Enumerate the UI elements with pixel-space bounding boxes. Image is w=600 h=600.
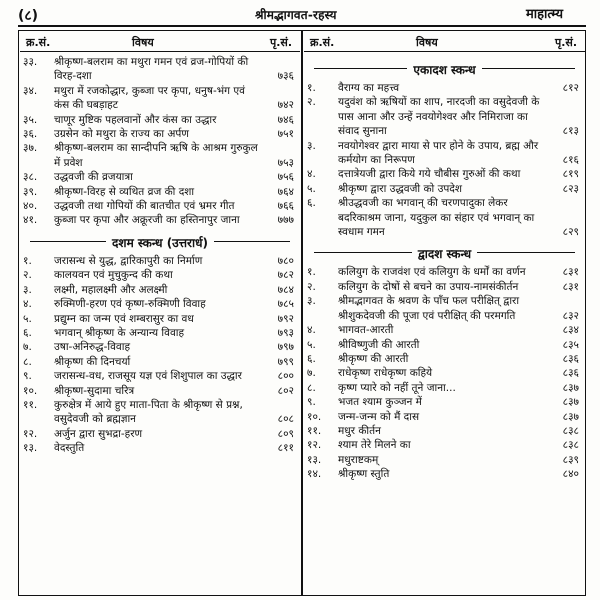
entry-title: उग्रसेन को मथुरा के राज्य का अर्पण xyxy=(54,128,189,141)
entry-title: नवयोगेश्वर द्वारा माया से पार होने के उपाय, ब्रह्म और कर्मयोग का निरूपण xyxy=(338,139,539,167)
entry-page: ७९७ xyxy=(277,341,294,354)
right-column-header xyxy=(304,30,585,52)
entry-number: ४०. xyxy=(23,200,38,213)
entry-title: राधेकृष्ण राधेकृष्ण कहिये xyxy=(338,367,433,380)
entry-page: ८११ xyxy=(277,442,294,455)
contents-entry xyxy=(304,424,585,438)
contents-entry xyxy=(20,384,300,398)
entry-title: मधुराष्टकम् xyxy=(338,453,379,466)
left-column-header xyxy=(20,30,300,52)
entry-page: ८१३ xyxy=(562,125,579,138)
running-title: श्रीमद्भागवत-रहस्य xyxy=(255,8,337,22)
entry-number: ३७. xyxy=(23,142,38,155)
right-list xyxy=(304,52,585,482)
entry-title: श्रीविष्णुजी की आरती xyxy=(338,338,420,351)
left-column xyxy=(20,30,300,596)
entry-number: ३४. xyxy=(23,84,38,97)
entry-number: १. xyxy=(307,82,316,94)
entry-title: लक्ष्मी, महालक्ष्मी और अलक्ष्मी xyxy=(54,283,168,296)
right-entries-eleventh xyxy=(304,81,585,239)
entry-title: चाणूर मुष्टिक पहलवानों और कंस का उद्धार xyxy=(54,113,217,126)
entry-page: ८०८ xyxy=(277,413,294,426)
entry-number: ३. xyxy=(23,283,32,296)
entry-number: ४. xyxy=(307,168,316,181)
entry-title: श्रीकृष्ण स्तुति xyxy=(338,468,390,481)
contents-entry xyxy=(20,254,300,268)
contents-entry xyxy=(20,268,300,282)
section-tag: माहात्म्य xyxy=(526,7,564,22)
entry-number: २. xyxy=(23,269,32,282)
entry-title: अर्जुन द्वारा सुभद्रा-हरण xyxy=(54,427,143,440)
entry-page: ८०० xyxy=(277,370,294,383)
entry-page: ८३८ xyxy=(562,424,579,437)
contents-entry xyxy=(304,410,585,424)
entry-number: ६. xyxy=(307,352,316,365)
entry-page: ८४० xyxy=(562,468,579,481)
entry-page: ८३४ xyxy=(562,324,579,337)
contents-entry xyxy=(304,366,585,380)
entry-number: १०. xyxy=(307,410,322,423)
entry-number: २. xyxy=(307,280,316,293)
contents-entry xyxy=(20,199,300,213)
entry-page: ८३९ xyxy=(562,453,579,466)
contents-entry xyxy=(20,113,300,127)
entry-title: भजत श्याम कुञ्जन में xyxy=(338,396,422,409)
left-list xyxy=(20,52,300,456)
entry-number: ३३. xyxy=(23,56,38,68)
contents-entry xyxy=(20,312,300,326)
entry-title: श्रीकृष्ण की दिनचर्या xyxy=(54,355,131,368)
entry-number: ८. xyxy=(23,355,32,368)
entry-number: ८. xyxy=(307,381,316,394)
contents-entry xyxy=(20,355,300,369)
entry-title: कुब्जा पर कृपा और अक्रूरजी का हस्तिनापुर जाना xyxy=(54,214,240,227)
entry-number: १३. xyxy=(23,442,38,455)
section-heading-twelfth xyxy=(304,239,585,265)
page-number: (८) xyxy=(18,8,39,24)
contents-entry xyxy=(20,185,300,199)
entry-page: ७५१ xyxy=(277,128,294,141)
entry-title: कलियुग के दोषों से बचने का उपाय-नामसंकीर्तन xyxy=(338,280,519,293)
contents-entry xyxy=(304,265,585,279)
left-entries-tenth-first xyxy=(20,55,300,228)
contents-entry xyxy=(304,167,585,181)
entry-page: ८३७ xyxy=(562,381,579,394)
entry-number: ५. xyxy=(307,338,316,351)
entry-title: यदुवंश को ऋषियों का शाप, नारदजी का वसुदेवजी के पास आना और उन्हें नवयोगेश्वर और निमिराजा का संवाद सुनाना xyxy=(338,96,540,138)
entry-title: उद्धवजी की व्रजयात्रा xyxy=(54,171,133,184)
entry-page: ८१२ xyxy=(562,82,579,94)
entry-number: ४१. xyxy=(23,214,38,227)
entry-number: १. xyxy=(307,266,316,279)
section-title: दशम स्कन्ध (उत्तरार्ध) xyxy=(106,236,214,250)
entry-page: ७९३ xyxy=(277,326,294,339)
entry-number: ९. xyxy=(23,370,32,383)
contents-entry xyxy=(304,294,585,323)
entry-number: ५. xyxy=(23,312,32,325)
entry-number: ११. xyxy=(307,424,322,437)
entry-title: श्याम तेरे मिलने का xyxy=(338,439,411,452)
contents-entry xyxy=(20,283,300,297)
column-divider xyxy=(301,30,303,596)
entry-page: ८०९ xyxy=(277,427,294,440)
contents-entry xyxy=(20,326,300,340)
contents-entry xyxy=(20,127,300,141)
entry-title: रुक्मिणी-हरण एवं कृष्ण-रुक्मिणी विवाह xyxy=(54,298,206,311)
contents-entry xyxy=(20,427,300,441)
entry-page: ७५३ xyxy=(277,156,294,169)
entry-title: उद्धवजी तथा गोपियों की बातचीत एवं भ्रमर गीत xyxy=(54,200,235,213)
entry-title: मधुर कीर्तन xyxy=(338,424,381,437)
entry-number: १०. xyxy=(23,384,38,397)
entry-number: २. xyxy=(307,96,316,109)
contents-entry xyxy=(20,213,300,227)
entry-title: कलियुग के राजवंश एवं कलियुग के धर्मों का वर्णन xyxy=(338,266,526,279)
entry-title: कृष्ण प्यारे को नहीं तूने जाना... xyxy=(338,381,456,394)
entry-page: ७५६ xyxy=(277,171,294,184)
contents-entry xyxy=(304,81,585,95)
contents-entry xyxy=(304,352,585,366)
entry-number: १४. xyxy=(307,468,322,481)
contents-entry xyxy=(304,395,585,409)
entry-page: ८३२ xyxy=(562,309,579,322)
entry-number: ६. xyxy=(23,326,32,339)
left-entries-tenth-latter xyxy=(20,254,300,456)
contents-entry xyxy=(304,182,585,196)
header-page-label: पृ.सं. xyxy=(269,36,292,49)
right-column xyxy=(304,30,585,596)
contents-entry xyxy=(20,340,300,354)
entry-title: दत्तात्रेयजी द्वारा किये गये चौबीस गुरुओं की कथा xyxy=(338,168,521,181)
entry-page: ८१९ xyxy=(562,168,579,181)
contents-entry xyxy=(304,381,585,395)
contents-entry xyxy=(304,323,585,337)
entry-title: उषा-अनिरुद्ध-विवाह xyxy=(54,341,131,354)
entry-number: ११. xyxy=(23,398,38,411)
contents-entry xyxy=(20,369,300,383)
entry-title: भागवत-आरती xyxy=(338,324,394,337)
entry-number: ७. xyxy=(23,341,32,354)
entry-page: ७६४ xyxy=(277,185,294,198)
entry-number: ३६. xyxy=(23,128,38,141)
entry-number: १. xyxy=(23,254,32,267)
entry-page: ७६६ xyxy=(277,200,294,213)
entry-page: ७९९ xyxy=(277,355,294,368)
header-rule xyxy=(18,25,586,27)
contents-entry xyxy=(304,338,585,352)
entry-title: प्रद्युम्न का जन्म एवं शम्बरासुर का वध xyxy=(54,312,194,325)
header-serial-label: क्र.सं. xyxy=(26,36,51,49)
entry-title: श्रीकृष्ण द्वारा उद्धवजी को उपदेश xyxy=(338,182,463,195)
entry-title: श्रीकृष्ण-बलराम का मथुरा गमन एवं व्रज-गोपियों की विरह-दशा xyxy=(54,56,249,83)
contents-entry xyxy=(304,467,585,481)
entry-page: ८३८ xyxy=(562,439,579,452)
contents-entry xyxy=(20,441,300,455)
section-heading-eleventh xyxy=(304,55,585,81)
entry-page: ७७७ xyxy=(277,214,294,227)
entry-page: ७८४ xyxy=(277,283,294,296)
entry-title: मथुरा में रजकोद्धार, कुब्जा पर कृपा, धनुष-भंग एवं कंस की घबड़ाहट xyxy=(54,84,246,112)
contents-entry xyxy=(20,55,300,84)
header-page-label: पृ.सं. xyxy=(554,36,577,49)
header-serial-label: क्र.सं. xyxy=(310,36,335,49)
entry-title: श्रीमद्भागवत के श्रवण के पाँच फल परीक्षित् द्वारा श्रीशुकदेवजी की पूजा एवं परीक्षित् की परमगति xyxy=(338,295,520,322)
entry-page: ७८५ xyxy=(277,298,294,311)
contents-entry xyxy=(20,297,300,311)
entry-title: जन्म-जन्म को मैं दास xyxy=(338,410,420,423)
entry-page: ७८२ xyxy=(277,269,294,282)
entry-page: ७४२ xyxy=(277,99,294,112)
entry-page: ८३५ xyxy=(562,338,579,351)
entry-page: ८३६ xyxy=(562,352,579,365)
entry-number: ६. xyxy=(307,197,316,210)
entry-title: जरासन्ध से युद्ध, द्वारिकापुरी का निर्माण xyxy=(54,254,203,267)
entry-number: ४. xyxy=(307,324,316,337)
contents-entry xyxy=(304,438,585,452)
entry-page: ८३१ xyxy=(562,266,579,279)
section-title: द्वादश स्कन्ध xyxy=(412,247,477,261)
entry-title: श्रीकृष्ण की आरती xyxy=(338,352,409,365)
section-title: एकादश स्कन्ध xyxy=(407,63,481,77)
entry-title: श्रीकृष्ण-बलराम का सान्दीपनि ऋषि के आश्रम गुरुकुल में प्रवेश xyxy=(54,142,258,169)
entry-number: ३९. xyxy=(23,185,38,198)
entry-page: ७९२ xyxy=(277,312,294,325)
entry-page: ८२३ xyxy=(562,182,579,195)
contents-entry xyxy=(304,196,585,239)
entry-number: ५. xyxy=(307,182,316,195)
contents-entry xyxy=(20,398,300,427)
header-subject-label: विषय xyxy=(416,36,438,49)
contents-entry xyxy=(304,453,585,467)
entry-number: ९. xyxy=(307,396,316,409)
entry-title: श्रीउद्धवजी का भगवान् की चरणपादुका लेकर बदरिकाश्रम जाना, यदुकुल का संहार एवं भगवान् का स्वधाम गमन xyxy=(338,197,535,239)
entry-number: ३. xyxy=(307,295,316,308)
page-header xyxy=(0,0,600,30)
contents-entry xyxy=(304,95,585,138)
contents-entry xyxy=(304,139,585,168)
header-subject-label: विषय xyxy=(132,36,154,49)
entry-number: ३. xyxy=(307,139,316,152)
entry-number: १३. xyxy=(307,453,322,466)
section-heading-tenth-latter xyxy=(20,228,300,254)
right-entries-twelfth xyxy=(304,265,585,481)
entry-page: ८३१ xyxy=(562,280,579,293)
entry-page: ७४६ xyxy=(277,113,294,126)
contents-entry xyxy=(20,84,300,113)
entry-page: ८२९ xyxy=(562,226,579,239)
entry-title: वैराग्य का महत्त्व xyxy=(338,82,400,94)
entry-title: श्रीकृष्ण-विरह से व्यथित व्रज की दशा xyxy=(54,185,195,198)
entry-number: ७. xyxy=(307,367,316,380)
contents-entry xyxy=(20,170,300,184)
entry-page: ८३६ xyxy=(562,367,579,380)
entry-page: ८०२ xyxy=(277,384,294,397)
entry-title: कालयवन एवं मुचुकुन्द की कथा xyxy=(54,269,173,282)
entry-number: ३५. xyxy=(23,113,38,126)
entry-title: वेदस्तुति xyxy=(54,442,85,455)
entry-page: ८३७ xyxy=(562,396,579,409)
contents-entry xyxy=(20,141,300,170)
entry-number: १२. xyxy=(307,439,322,452)
contents-entry xyxy=(304,280,585,294)
entry-number: १२. xyxy=(23,427,38,440)
entry-page: ८१६ xyxy=(562,154,579,167)
entry-title: श्रीकृष्ण-सुदामा चरित्र xyxy=(54,384,135,397)
entry-page: ७३६ xyxy=(277,70,294,83)
entry-number: ३८. xyxy=(23,171,38,184)
entry-number: ४. xyxy=(23,298,32,311)
entry-title: कुरुक्षेत्र में आये हुए माता-पिता के श्रीकृष्ण से प्रश्न, वसुदेवजी को ब्रह्मज्ञान xyxy=(54,398,243,426)
entry-title: भगवान् श्रीकृष्ण के अन्यान्य विवाह xyxy=(54,326,185,339)
entry-title: जरासन्ध-वध, राजसूय यज्ञ एवं शिशुपाल का उद्धार xyxy=(54,370,242,383)
entry-page: ७८० xyxy=(277,254,294,267)
entry-page: ८३७ xyxy=(562,410,579,423)
